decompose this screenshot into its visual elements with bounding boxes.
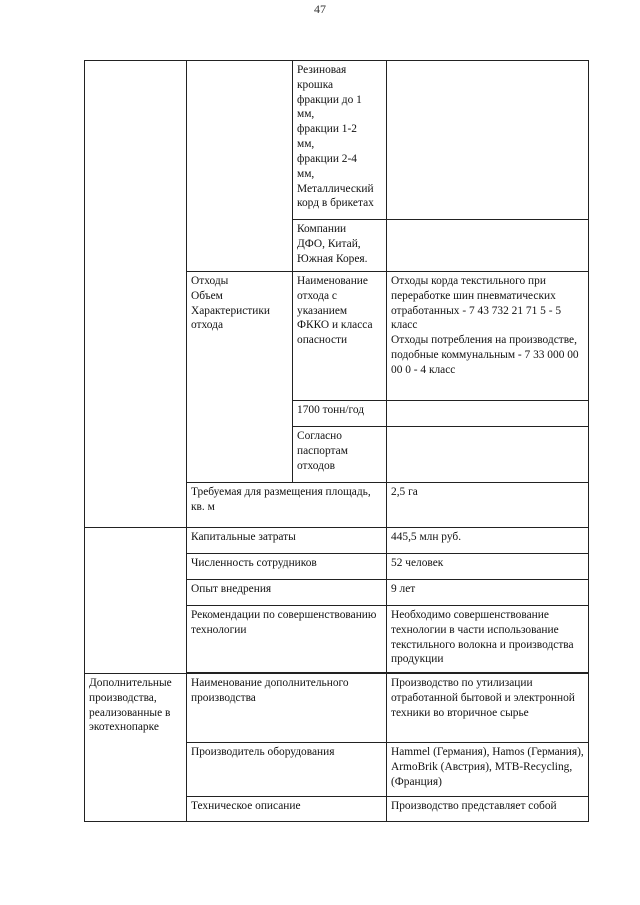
table-row bbox=[85, 528, 589, 554]
waste-label-cell: Отходы Объем Характеристики отхода bbox=[187, 272, 293, 483]
manufacturer-label-cell: Производитель оборудования bbox=[187, 743, 387, 797]
recommend-label-cell: Рекомендации по совершенствованию технологии bbox=[187, 606, 387, 673]
capex-value-cell: 445,5 млн руб. bbox=[387, 528, 589, 554]
empty-cell bbox=[387, 427, 589, 483]
experience-label-cell: Опыт внедрения bbox=[187, 580, 387, 606]
waste-name-value-cell: Отходы корда текстильного при переработке шин пневматических отработанных - 7 43 732 21 71 5 - 5 класс Отходы потребления на производстве, подобные коммунальным - 7 33 000 00 00 0 - 4 класс bbox=[387, 272, 589, 401]
area-label-cell: Требуемая для размещения площадь, кв. м bbox=[187, 483, 387, 528]
extra-name-label-cell: Наименование дополнительного производства bbox=[187, 674, 387, 743]
empty-cell bbox=[85, 528, 187, 674]
staff-label-cell: Численность сотрудников bbox=[187, 554, 387, 580]
empty-cell bbox=[387, 401, 589, 427]
page-number: 47 bbox=[314, 2, 326, 16]
extra-name-value-cell: Производство по утилизации отработанной бытовой и электронной техники во вторичное сырье bbox=[387, 674, 589, 743]
area-value-cell: 2,5 га bbox=[387, 483, 589, 528]
document-table bbox=[84, 60, 589, 822]
manufacturer-value-cell: Hammel (Германия), Hamos (Германия), ArmoBrik (Австрия), MTB-Recycling, (Франция) bbox=[387, 743, 589, 797]
crumb-item-cell: Резиновая крошка фракции до 1 мм, фракции 1-2 мм, фракции 2-4 мм, Металлический корд в брикетах bbox=[293, 61, 387, 220]
table-row bbox=[85, 61, 589, 220]
tech-value-cell: Производство представляет собой bbox=[387, 797, 589, 822]
waste-volume-cell: 1700 тонн/год bbox=[293, 401, 387, 427]
empty-cell bbox=[85, 61, 187, 528]
empty-cell bbox=[387, 220, 589, 272]
extra-label-cell: Дополнительные производства, реализованные в экотехнопарке bbox=[85, 674, 187, 822]
empty-cell bbox=[387, 61, 589, 220]
empty-cell bbox=[187, 61, 293, 272]
capex-label-cell: Капитальные затраты bbox=[187, 528, 387, 554]
table-row bbox=[85, 674, 589, 743]
waste-name-label-cell: Наименование отхода с указанием ФККО и класса опасности bbox=[293, 272, 387, 401]
companies-cell: Компании ДФО, Китай, Южная Корея. bbox=[293, 220, 387, 272]
waste-passport-cell: Согласно паспортам отходов bbox=[293, 427, 387, 483]
staff-value-cell: 52 человек bbox=[387, 554, 589, 580]
tech-label-cell: Техническое описание bbox=[187, 797, 387, 822]
experience-value-cell: 9 лет bbox=[387, 580, 589, 606]
recommend-value-cell: Необходимо совершенствование технологии в части использование текстильного волокна и производства продукции bbox=[387, 606, 589, 673]
